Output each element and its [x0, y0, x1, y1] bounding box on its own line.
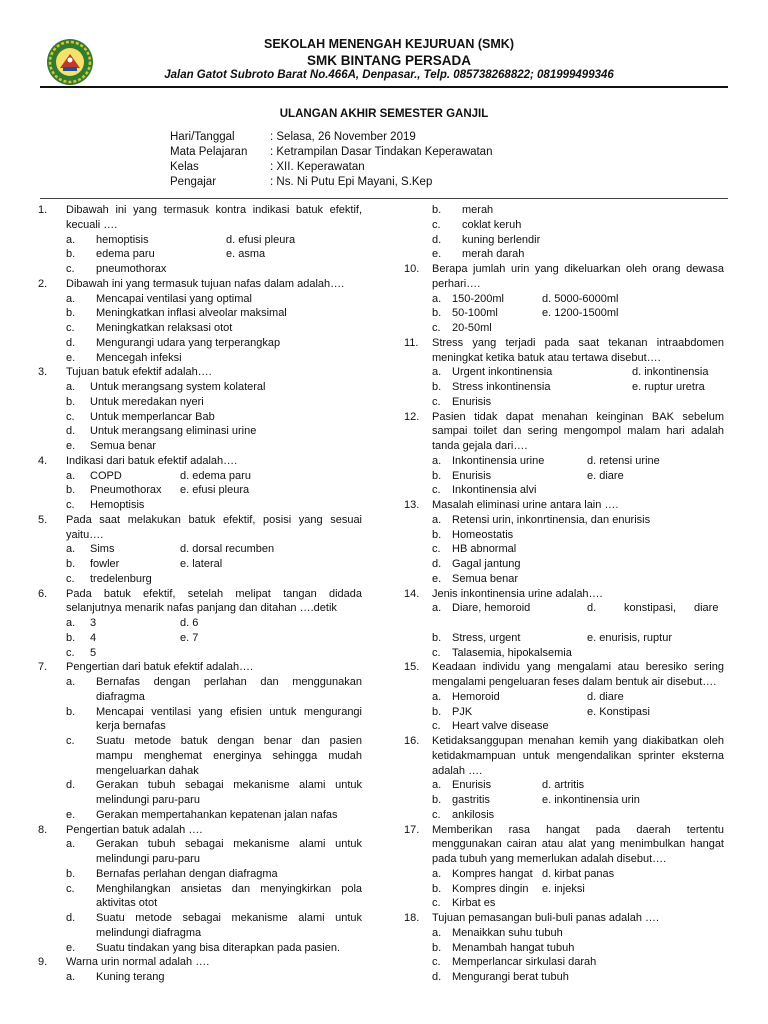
option-d: d. 5000-6000ml: [542, 292, 619, 305]
option-e: e. injeksi: [542, 882, 585, 895]
option-row: b. Stress inkontinensia e. ruptur uretra: [432, 381, 705, 393]
question-number: 1.: [38, 204, 48, 216]
option-e: e. 7: [180, 631, 199, 644]
option-c: Enurisis: [452, 395, 492, 408]
option-d-tail: diare: [694, 602, 719, 615]
option-a: hemoptisis: [96, 233, 149, 246]
question-15: [404, 660, 724, 690]
option-d: d. Gerakan tubuh sebagai mekanisme alami untuk melindungi paru-paru: [66, 779, 362, 806]
option-b: 50-100ml: [452, 307, 498, 320]
letterhead-divider: [40, 86, 728, 88]
option-d: d. kuning berlendir: [432, 233, 541, 246]
option-e: e. Semua benar: [66, 440, 157, 452]
option-d: konstipasi,: [624, 602, 676, 615]
option-d: d. Untuk merangsang eliminasi urine: [66, 425, 257, 438]
option-row: c. ankilosis: [432, 808, 495, 821]
option-d: d. efusi pleura: [226, 233, 296, 246]
option-row: c. Hemoptisis: [66, 499, 145, 511]
question-number: 8.: [38, 823, 48, 836]
question-14: [404, 587, 724, 602]
question-text: Ketidaksanggupan menahan kemih yang diakibatkan oleh ketidakmampuan untuk mengendalikan sprinter eksterna adalah ….: [432, 735, 724, 777]
option-row: c. pneumothorax: [66, 263, 167, 275]
school-name-heading: SMK BINTANG PERSADA: [306, 53, 471, 68]
option-e: e. Semua benar: [432, 572, 519, 585]
option-row: a. Urgent inkontinensia d. inkontinensia: [432, 366, 709, 379]
option-row: c. 5: [66, 646, 97, 659]
option-row: c. tredelenburg: [66, 572, 152, 585]
info-row-class: [170, 160, 492, 175]
option-d: d. 6: [180, 617, 199, 629]
option-b: b. Untuk meredakan nyeri: [66, 395, 204, 408]
question-text: Pasien tidak dapat menahan keinginan BAK sebelum sampai toilet dan sering mengompol malam hari adalah tanda gejala dari….: [432, 410, 724, 452]
option-d: d. inkontinensia: [632, 366, 709, 379]
option-c: ankilosis: [452, 808, 495, 821]
info-row-subject: [170, 145, 492, 160]
option-b: Stress, urgent: [452, 631, 521, 644]
option-d: d. edema paru: [180, 469, 251, 482]
question-10: [404, 262, 724, 292]
question-text: Pada batuk efektif, setelah melipat tangan didada selanjutnya menarik nafas panjang dan ditahan ….detik: [66, 587, 362, 615]
option-b: PJK: [452, 705, 473, 718]
question-text: Pengertian dari batuk efektif adalah….: [66, 661, 254, 674]
info-value: : Ketrampilan Dasar Tindakan Keperawatan: [270, 146, 493, 158]
option-row: c. Enurisis: [432, 395, 492, 408]
option-e: e. enurisis, ruptur: [587, 631, 672, 644]
option-row: a. Enurisis d. artritis: [432, 779, 585, 792]
question-text: Dibawah ini yang termasuk tujuan nafas dalam adalah….: [66, 277, 345, 290]
question-text: Tujuan batuk efektif adalah….: [66, 366, 212, 379]
option-row: c. Kirbat es: [432, 897, 496, 910]
question-11: [404, 336, 724, 366]
option-a: a. Mencapai ventilasi yang optimal: [66, 292, 252, 305]
question-17: [404, 823, 724, 867]
option-row: a. Sims d. dorsal recumben: [66, 543, 275, 556]
option-d-letter: d.: [587, 602, 597, 615]
option-e: e. Suatu tindakan yang bisa diterapkan pada pasien.: [66, 941, 341, 954]
question-12: [404, 410, 724, 454]
option-row: c. Inkontinensia alvi: [432, 484, 537, 497]
option-a: Diare, hemoroid: [452, 602, 531, 615]
option-b: fowler: [90, 558, 120, 570]
option-row: a. COPD d. edema paru: [66, 469, 251, 482]
school-address: Jalan Gatot Subroto Barat No.466A, Denpasar., Telp. 085738268822; 081999499346: [164, 69, 614, 81]
question-text: Tujuan pemasangan buli-buli panas adalah ….: [432, 912, 660, 924]
option-b: Kompres dingin: [452, 882, 529, 895]
option-d: d. diare: [587, 690, 624, 703]
option-c: c. HB abnormal: [432, 543, 517, 556]
option-b: Stress inkontinensia: [452, 381, 551, 393]
option-e: e. merah darah: [432, 248, 525, 261]
option-c: c. Suatu metode batuk dengan benar dan pasien mampu menghemat energinya sehingga mudah mengeluarkan dahak: [66, 735, 362, 777]
option-row: b. 4 e. 7: [66, 631, 199, 644]
question-number: 16.: [404, 735, 420, 747]
option-c: c. Memperlancar sirkulasi darah: [432, 956, 597, 969]
option-a: 150-200ml: [452, 292, 504, 305]
option-a: Inkontinensia urine: [452, 454, 545, 467]
option-a: a. Untuk merangsang system kolateral: [66, 381, 266, 393]
question-number: 18.: [404, 912, 420, 924]
question-number: 3.: [38, 366, 48, 379]
question-number: 9.: [38, 956, 48, 969]
question-5: [38, 513, 362, 543]
question-text: Pengertian batuk adalah ….: [66, 823, 203, 836]
question-number: 10.: [404, 263, 420, 275]
question-9: [38, 955, 362, 970]
option-row: b. fowler e. lateral: [66, 558, 223, 570]
option-row: b. gastritis e. inkontinensia urin: [432, 794, 640, 806]
option-c: 20-50ml: [452, 322, 492, 334]
option-c: c. Menghilangkan ansietas dan menyingkirkan pola aktivitas otot: [66, 882, 362, 910]
option-a: Sims: [90, 543, 115, 556]
school-type-heading: SEKOLAH MENENGAH KEJURUAN (SMK): [263, 37, 514, 51]
option-c: c. Untuk memperlancar Bab: [66, 410, 215, 423]
question-text: Keadaan individu yang mengalami atau beresiko sering mengalami pengeluaran feses dalam bentuk air disebut….: [432, 661, 724, 688]
option-row: b. 50-100ml e. 1200-1500ml: [432, 307, 619, 320]
info-row-date: [170, 130, 492, 145]
option-row: a. hemoptisis d. efusi pleura: [66, 233, 296, 246]
question-number: 17.: [404, 823, 420, 836]
option-d: d. kirbat panas: [542, 867, 615, 880]
question-text: Dibawah ini yang termasuk kontra indikasi batuk efektif, kecuali ….: [66, 204, 362, 231]
question-16: [404, 734, 724, 778]
question-6: [38, 587, 362, 617]
questions-right-column: [404, 203, 724, 985]
question-18: [404, 911, 724, 926]
option-row: a. Kompres hangat d. kirbat panas: [432, 867, 615, 880]
header-divider: [40, 198, 728, 199]
option-b: b. Mencapai ventilasi yang efisien untuk mengurangi kerja bernafas: [66, 705, 362, 733]
option-e: e. Mencegah infeksi: [66, 351, 182, 364]
question-4: [38, 454, 362, 469]
option-a: Urgent inkontinensia: [452, 366, 553, 379]
option-row: a. Hemoroid d. diare: [432, 690, 624, 703]
question-number: 15.: [404, 661, 420, 674]
option-row: b. Enurisis e. diare: [432, 469, 624, 482]
question-number: 14.: [404, 587, 420, 600]
option-d: d. Suatu metode sebagai mekanisme alami untuk melindungi diafragma: [66, 912, 362, 939]
option-d: d. artritis: [542, 779, 585, 792]
option-b: gastritis: [452, 794, 490, 806]
question-text: Stress yang terjadi pada saat tekanan intraabdomen meningkat ketika batuk atau tertawa disebut….: [432, 336, 724, 364]
option-b: Pneumothorax: [90, 484, 162, 497]
info-label: Pengajar: [170, 176, 217, 188]
option-row: b. Pneumothorax e. efusi pleura: [66, 484, 250, 497]
question-number: 6.: [38, 587, 48, 600]
option-c: 5: [90, 646, 97, 659]
question-3: [38, 365, 362, 380]
option-c: Heart valve disease: [452, 720, 549, 733]
info-label: Hari/Tanggal: [170, 131, 235, 143]
question-number: 7.: [38, 661, 48, 674]
question-text: Berapa jumlah urin yang dikeluarkan oleh orang dewasa perhari….: [432, 263, 724, 290]
option-row: a. Inkontinensia urine d. retensi urine: [432, 454, 660, 467]
option-a: a. Retensi urin, inkonrtinensia, dan enurisis: [432, 513, 651, 526]
question-text: Indikasi dari batuk efektif adalah….: [66, 454, 238, 467]
option-b: b. merah: [432, 204, 494, 216]
option-b: 4: [90, 631, 97, 644]
option-e: e. diare: [587, 469, 624, 482]
option-c: c. coklat keruh: [432, 218, 522, 231]
option-d: d. retensi urine: [587, 454, 660, 467]
question-number: 13.: [404, 499, 420, 511]
questions-left-column: [38, 203, 362, 985]
question-1: [38, 203, 362, 233]
question-7: [38, 660, 362, 675]
info-value: : Ns. Ni Putu Epi Mayani, S.Kep: [270, 176, 433, 188]
option-e: e. asma: [226, 248, 266, 261]
question-number: 11.: [404, 336, 419, 349]
question-text: Jenis inkontinensia urine adalah….: [432, 587, 603, 600]
question-text: Warna urin normal adalah ….: [66, 956, 210, 969]
option-c: c. Meningkatkan relaksasi otot: [66, 322, 233, 334]
option-d: d. Mengurangi berat tubuh: [432, 971, 569, 983]
option-a: 3: [90, 617, 97, 629]
question-2: [38, 277, 362, 292]
option-row: b. edema paru e. asma: [66, 248, 266, 261]
question-13: [404, 498, 724, 513]
option-a: a. Menaikkan suhu tubuh: [432, 926, 563, 939]
option-c: Inkontinensia alvi: [452, 484, 537, 497]
exam-title: ULANGAN AKHIR SEMESTER GANJIL: [279, 108, 489, 120]
question-text: Memberikan rasa hangat pada daerah tertentu menggunakan cairan atau alat yang menimbulkan hangat pada tubuh yang memerlukan adalah disebut….: [432, 823, 724, 865]
question-text: Masalah eliminasi urine antara lain ….: [432, 499, 619, 511]
option-e: e. ruptur uretra: [632, 381, 705, 393]
option-e: e. lateral: [180, 558, 223, 570]
option-e: e. Konstipasi: [587, 705, 650, 718]
option-e: e. efusi pleura: [180, 484, 250, 497]
option-row: b. Stress, urgent e. enurisis, ruptur: [432, 631, 672, 644]
option-b: b. Meningkatkan inflasi alveolar maksimal: [66, 307, 287, 320]
option-row: c. 20-50ml: [432, 322, 492, 334]
option-b: b. Menambah hangat tubuh: [432, 941, 575, 954]
option-row: c. Talasemia, hipokalsemia: [432, 646, 572, 659]
option-a: Hemoroid: [452, 690, 500, 703]
info-label: Mata Pelajaran: [170, 146, 248, 158]
info-row-teacher: [170, 175, 492, 190]
option-a: a. Gerakan tubuh sebagai mekanisme alami untuk melindungi paru-paru: [66, 838, 362, 865]
info-value: : Selasa, 26 November 2019: [270, 131, 416, 143]
question-text: Pada saat melakukan batuk efektif, posisi yang sesuai yaitu….: [66, 513, 362, 541]
option-c: Kirbat es: [452, 897, 496, 910]
option-b: edema paru: [96, 248, 155, 261]
option-row: c. Heart valve disease: [432, 720, 549, 733]
option-e: e. Gerakan mempertahankan kepatenan jalan nafas: [66, 808, 338, 821]
question-number: 5.: [38, 513, 48, 526]
option-a: Kompres hangat: [452, 867, 533, 880]
option-d: d. Gagal jantung: [432, 558, 521, 570]
question-number: 12.: [404, 410, 420, 423]
option-b: b. Homeostatis: [432, 528, 514, 541]
option-c: tredelenburg: [90, 572, 152, 585]
option-a: a. Kuning terang: [66, 971, 165, 983]
option-row: a. 3 d. 6: [66, 617, 199, 629]
info-value: : XII. Keperawatan: [270, 161, 365, 173]
option-c: Hemoptisis: [90, 499, 145, 511]
option-b: b. Bernafas perlahan dengan diafragma: [66, 867, 278, 880]
question-8: [38, 823, 362, 838]
question-number: 2.: [38, 277, 48, 290]
option-a: Enurisis: [452, 779, 492, 792]
option-c: Talasemia, hipokalsemia: [452, 646, 572, 659]
option-row: a. 150-200ml d. 5000-6000ml: [432, 292, 619, 305]
exam-info-block: [170, 130, 492, 190]
option-a: a. Bernafas dengan perlahan dan menggunakan diafragma: [66, 676, 362, 703]
option-b: Enurisis: [452, 469, 492, 482]
option-c: pneumothorax: [96, 263, 167, 275]
question-number: 4.: [38, 454, 48, 467]
option-d: d. dorsal recumben: [180, 543, 275, 556]
option-e: e. 1200-1500ml: [542, 307, 619, 320]
option-row: b. Kompres dingin e. injeksi: [432, 882, 585, 895]
option-d: d. Mengurangi udara yang terperangkap: [66, 336, 281, 349]
option-a: COPD: [90, 469, 122, 482]
option-row: b. PJK e. Konstipasi: [432, 705, 650, 718]
info-label: Kelas: [170, 161, 199, 173]
option-row: a. Diare, hemoroid d. konstipasi, diare: [432, 602, 719, 615]
option-e: e. inkontinensia urin: [542, 794, 640, 806]
